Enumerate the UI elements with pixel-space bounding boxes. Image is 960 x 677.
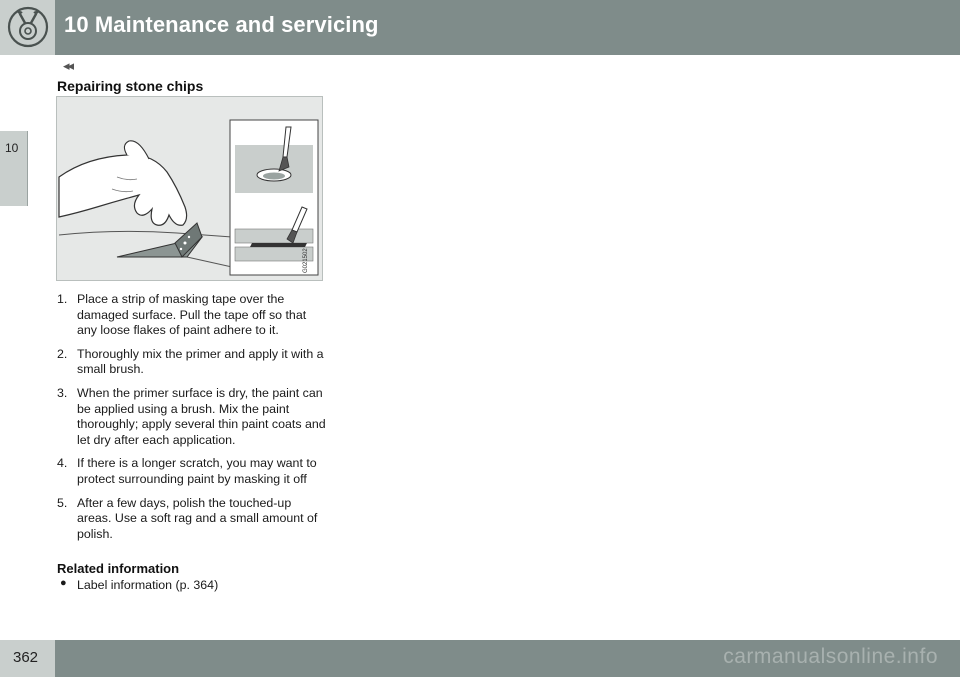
step-item [57, 456, 327, 487]
step-text: Place a strip of masking tape over the damaged surface. Pull the tape off so that any loose flakes of paint adhere to it. [77, 292, 307, 338]
step-text: Thoroughly mix the primer and apply it with a small brush. [77, 346, 324, 377]
step-number: 1. [57, 292, 68, 306]
step-number: 4. [57, 456, 68, 471]
wrench-gear-icon [6, 5, 50, 49]
page-number-box [0, 640, 55, 677]
step-item [57, 386, 327, 448]
related-information-heading: Related information [57, 561, 180, 576]
step-number: 5. [57, 495, 68, 510]
step-item [57, 292, 327, 339]
watermark-text: carmanualsonline.info [723, 645, 938, 668]
repair-steps-list [57, 292, 327, 550]
step-number: 3. [57, 385, 68, 400]
side-tab-label: 10 [5, 141, 19, 155]
step-item [57, 496, 327, 543]
chapter-title: 10 Maintenance and servicing [64, 12, 379, 37]
section-title: Repairing stone chips [57, 78, 204, 94]
step-text: After a few days, polish the touched-up areas. Use a soft rag and a small amount of polish. [77, 495, 318, 541]
step-text: If there is a longer scratch, you may want to protect surrounding paint by masking it off [77, 456, 317, 486]
step-item [57, 347, 327, 378]
chapter-icon-box [0, 0, 55, 55]
figure-code: G021502 [303, 248, 309, 273]
page-number: 362 [13, 649, 39, 666]
illustration-drawing [57, 97, 322, 280]
stone-chip-illustration [56, 96, 323, 281]
related-link-text[interactable]: Label information (p. 364) [77, 578, 219, 592]
previous-page-marker[interactable]: ◂◂ [63, 58, 73, 73]
bullet-icon: ● [60, 577, 67, 589]
chapter-side-tab[interactable] [0, 131, 28, 206]
step-text: When the primer surface is dry, the paint can be applied using a brush. Mix the paint thoroughly; apply several thin paint coats and let dry after each application. [77, 385, 326, 447]
step-number: 2. [57, 346, 68, 361]
